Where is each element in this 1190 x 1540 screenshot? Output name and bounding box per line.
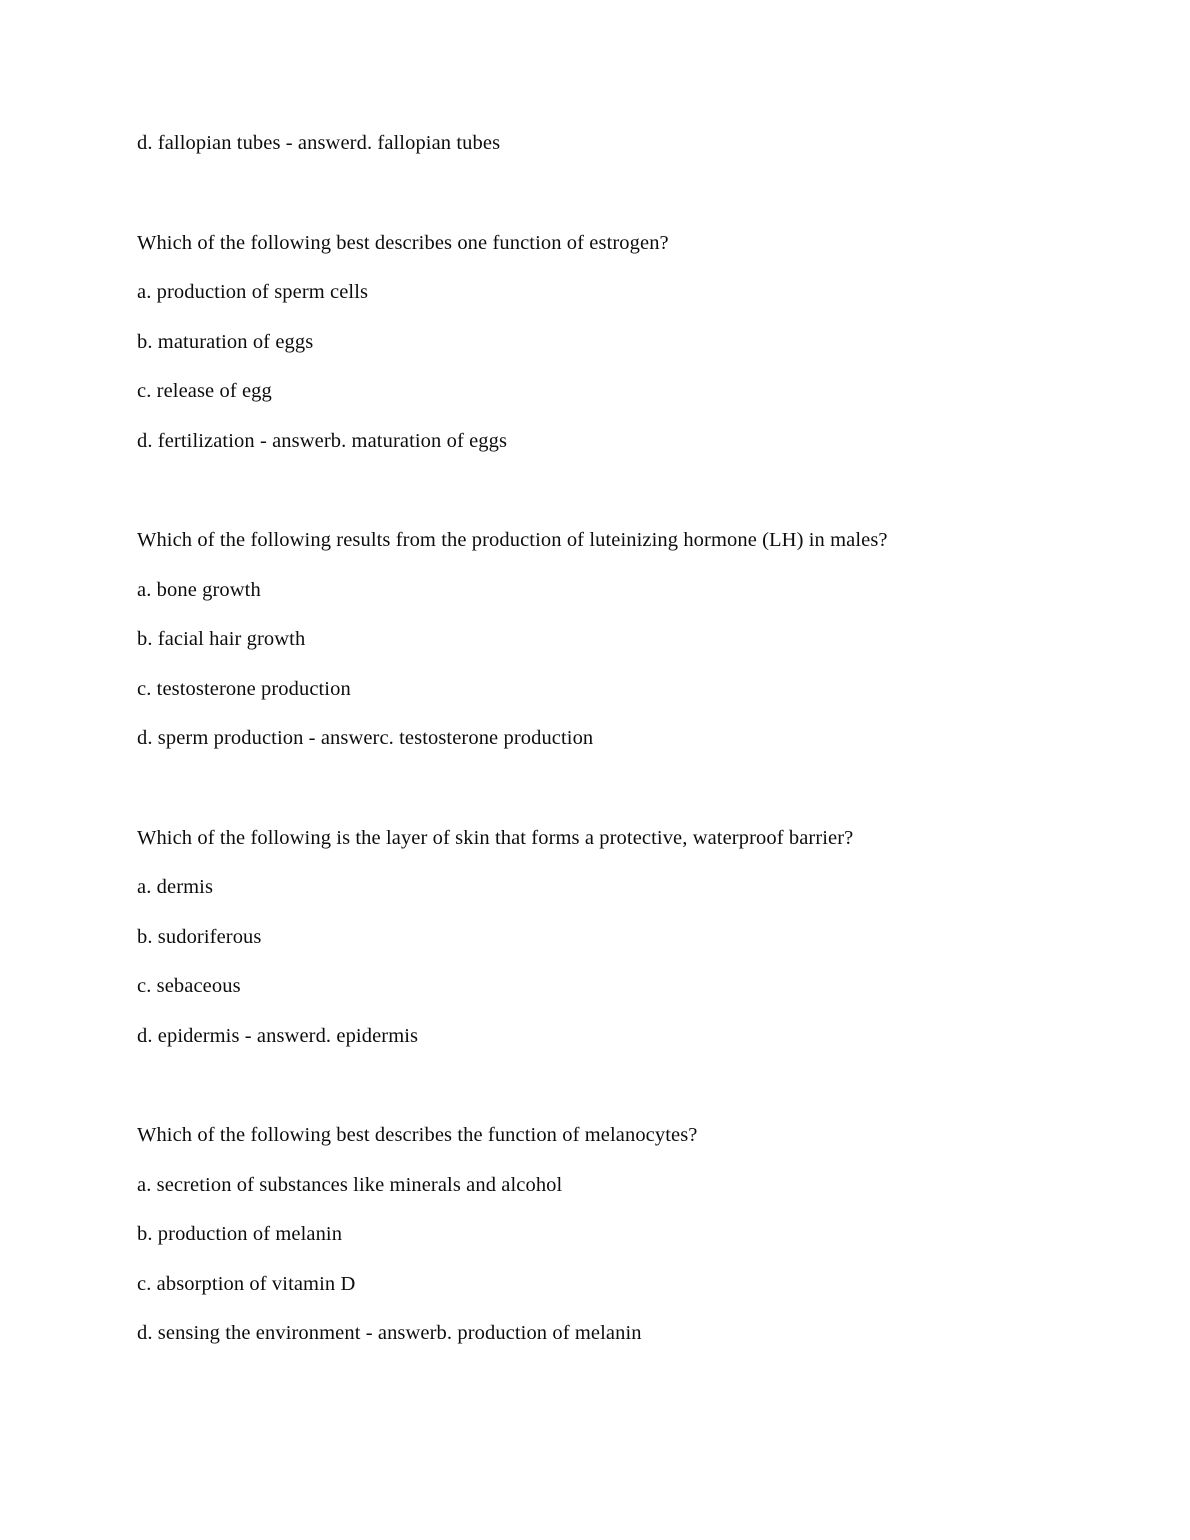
document-content [137,130,1100,1370]
answer-option-a: a. dermis [137,876,214,898]
answer-option-a: a. secretion of substances like minerals and alcohol [137,1173,563,1196]
question-text-estrogen: Which of the following best describes one function of estrogen? [137,231,669,254]
answer-option-b: b. maturation of eggs [137,330,314,353]
answer-option-b: b. sudoriferous [137,925,262,948]
answer-option-d-with-answer: d. sperm production - answerc. testosterone production [137,727,594,749]
answer-option-b: b. facial hair growth [137,628,306,650]
answer-option-c: c. release of egg [137,380,272,402]
answer-option-c: c. testosterone production [137,677,351,700]
answer-option-c: c. sebaceous [137,975,241,997]
carryover-answer-line: d. fallopian tubes - answerd. fallopian tubes [137,132,501,154]
question-text-luteinizing-hormone: Which of the following results from the production of luteinizing hormone (LH) in males? [137,529,888,551]
answer-option-c: c. absorption of vitamin D [137,1272,356,1295]
answer-option-d-with-answer: d. fertilization - answerb. maturation of eggs [137,429,508,452]
answer-option-b: b. production of melanin [137,1223,343,1245]
question-text-melanocytes: Which of the following best describes the function of melanocytes? [137,1124,698,1146]
answer-option-a: a. bone growth [137,578,261,601]
answer-option-d-with-answer: d. epidermis - answerd. epidermis [137,1024,419,1047]
answer-option-a: a. production of sperm cells [137,281,369,303]
question-text-skin-barrier: Which of the following is the layer of skin that forms a protective, waterproof barrier? [137,826,854,849]
answer-option-d-with-answer: d. sensing the environment - answerb. production of melanin [137,1322,642,1344]
